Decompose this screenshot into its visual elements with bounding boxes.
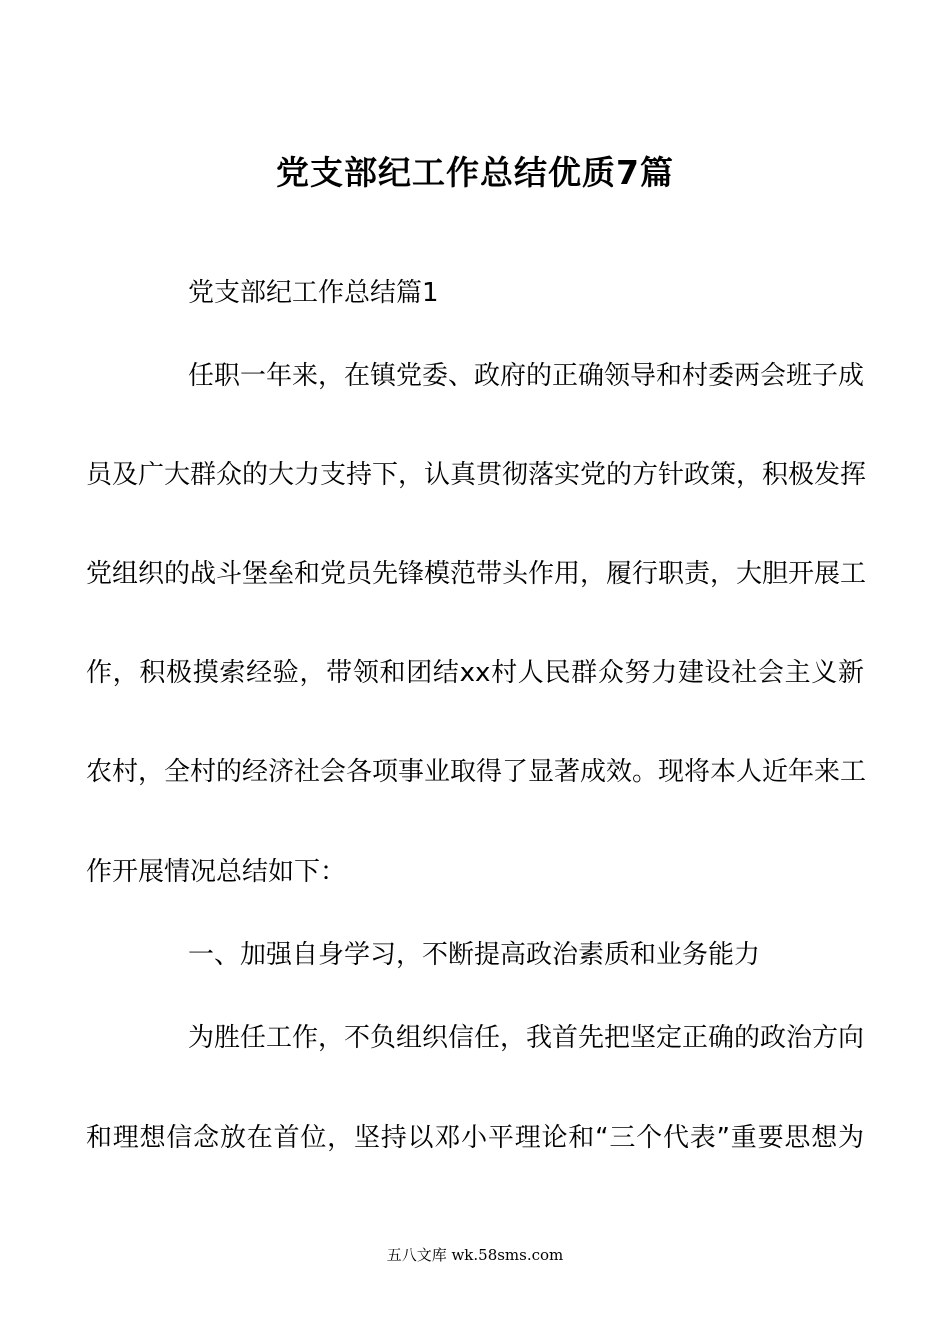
subheading: 一、加强自身学习，不断提高政治素质和业务能力 (188, 940, 761, 970)
paragraph-line: 作，积极摸索经验，带领和团结xx村人民群众努力建设社会主义新 (86, 658, 864, 688)
paragraph-line: 和理想信念放在首位，坚持以邓小平理论和“三个代表”重要思想为 (86, 1123, 864, 1153)
footer-watermark: 五八文库 wk.58sms.com (386, 1246, 564, 1264)
paragraph-line: 员及广大群众的大力支持下，认真贯彻落实党的方针政策，积极发挥 (86, 460, 867, 490)
paragraph-line: 作开展情况总结如下： (86, 857, 347, 887)
paragraph-line: 党组织的战斗堡垒和党员先锋模范带头作用，履行职责，大胆开展工 (86, 559, 867, 589)
paragraph-line: 任职一年来，在镇党委、政府的正确领导和村委两会班子成 (188, 361, 865, 391)
document-title: 党支部纪工作总结优质7篇 (276, 153, 674, 192)
section-heading: 党支部纪工作总结篇1 (188, 278, 439, 308)
paragraph-line: 农村，全村的经济社会各项事业取得了显著成效。现将本人近年来工 (86, 757, 867, 787)
paragraph-line: 为胜任工作，不负组织信任，我首先把坚定正确的政治方向 (188, 1023, 865, 1053)
